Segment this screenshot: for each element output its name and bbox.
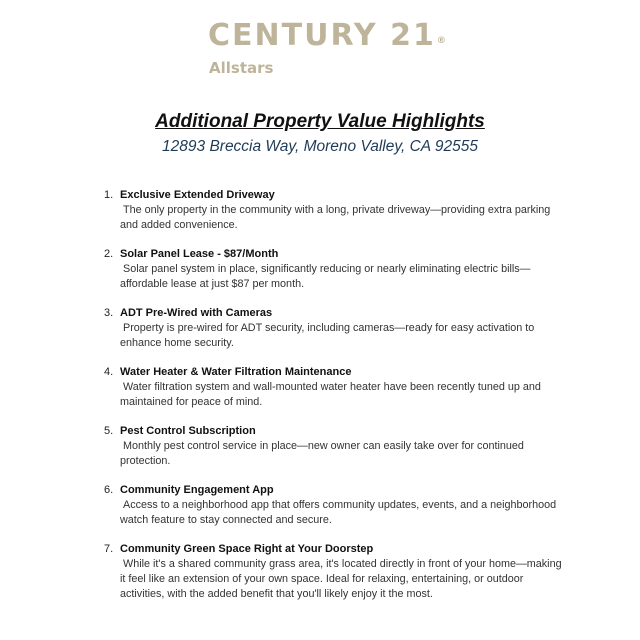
item-number: 3. bbox=[104, 307, 114, 319]
list-item bbox=[104, 424, 564, 483]
list-item bbox=[104, 542, 564, 602]
logo-registered-mark: ® bbox=[436, 36, 446, 46]
list-item bbox=[104, 188, 564, 247]
item-title: Pest Control Subscription bbox=[120, 425, 256, 437]
page-title: Additional Property Value Highlights bbox=[155, 111, 485, 132]
list-item bbox=[104, 306, 564, 365]
item-number: 2. bbox=[104, 248, 114, 260]
list-item bbox=[104, 247, 564, 306]
item-number: 5. bbox=[104, 425, 114, 437]
item-title: Community Engagement App bbox=[120, 484, 274, 496]
century21-logo bbox=[208, 18, 446, 77]
highlights-list bbox=[104, 188, 564, 602]
item-title: Community Green Space Right at Your Doorstep bbox=[120, 543, 374, 555]
item-number: 1. bbox=[104, 189, 114, 201]
item-number: 7. bbox=[104, 543, 114, 555]
item-title: Water Heater & Water Filtration Maintenance bbox=[120, 366, 352, 378]
item-description: The only property in the community with a long, private driveway—providing extra parking and added convenience. bbox=[120, 204, 551, 231]
item-description: Solar panel system in place, significantly reducing or nearly eliminating electric bills—affordable lease at just $87 per month. bbox=[120, 263, 531, 290]
item-description: Property is pre-wired for ADT security, including cameras—ready for easy activation to enhance home security. bbox=[120, 322, 535, 349]
logo-brand: CENTURY 21 bbox=[208, 18, 436, 53]
item-description: Access to a neighborhood app that offers community updates, events, and a neighborhood watch feature to stay connected and secure. bbox=[120, 499, 557, 526]
item-description: Monthly pest control service in place—new owner can easily take over for continued protection. bbox=[120, 440, 524, 467]
item-description: While it's a shared community grass area, it's located directly in front of your home—making it feel like an extension of your own space. Ideal for relaxing, entertaining, or outdoor activities, with the added benefit that you'll likely enjoy it the most. bbox=[120, 558, 562, 600]
item-number: 6. bbox=[104, 484, 114, 496]
item-title: Exclusive Extended Driveway bbox=[120, 189, 275, 201]
item-title: Solar Panel Lease - $87/Month bbox=[120, 248, 279, 260]
item-number: 4. bbox=[104, 366, 114, 378]
item-title: ADT Pre-Wired with Cameras bbox=[120, 307, 273, 319]
item-description: Water filtration system and wall-mounted water heater have been recently tuned up and maintained for peace of mind. bbox=[120, 381, 541, 408]
logo-office: Allstars bbox=[209, 59, 274, 77]
property-address: 12893 Breccia Way, Moreno Valley, CA 92555 bbox=[162, 138, 478, 155]
list-item bbox=[104, 365, 564, 424]
list-item bbox=[104, 483, 564, 542]
